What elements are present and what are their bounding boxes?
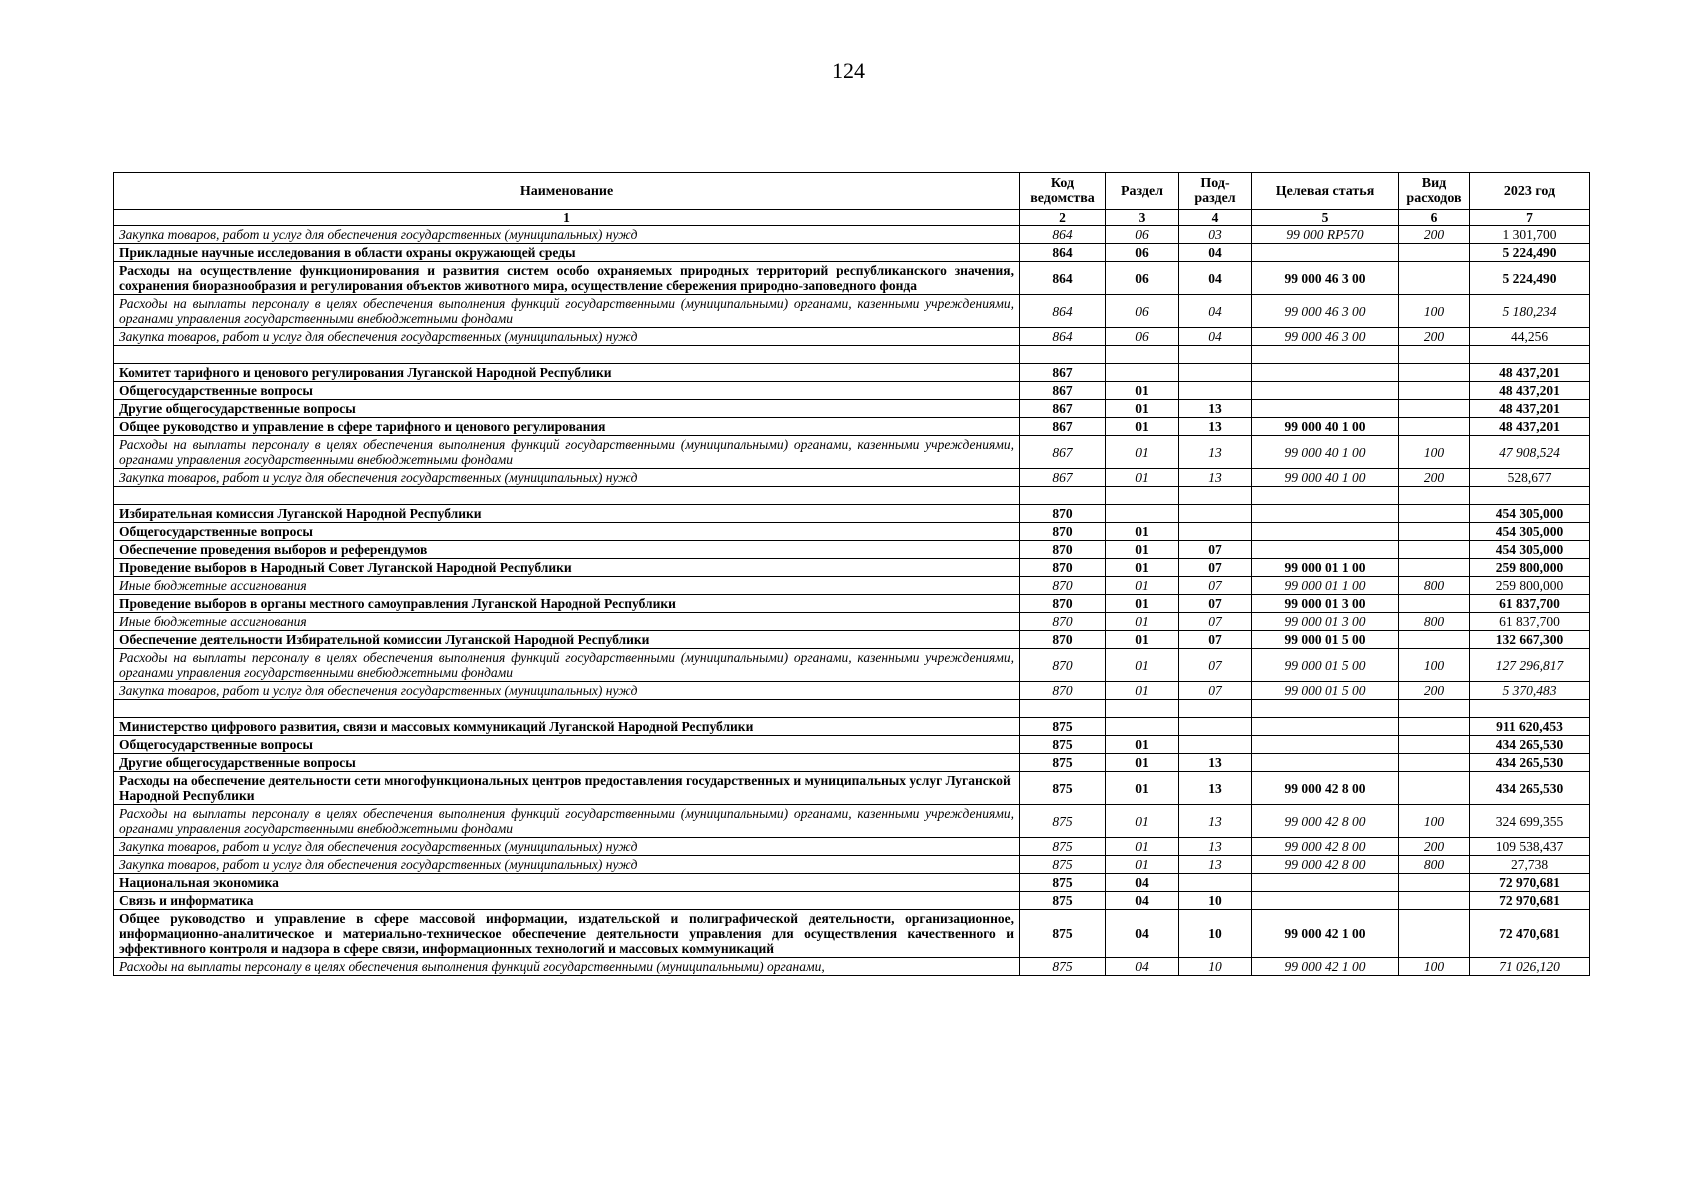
row-amount: 528,677: [1470, 469, 1590, 487]
row-razdel: 01: [1106, 436, 1179, 469]
row-name: [114, 487, 1020, 505]
row-vid: 200: [1399, 328, 1470, 346]
row-code: 870: [1020, 682, 1106, 700]
row-amount: 47 908,524: [1470, 436, 1590, 469]
row-podrazdel: 07: [1179, 631, 1252, 649]
row-vid: [1399, 874, 1470, 892]
row-razdel: 01: [1106, 595, 1179, 613]
row-code: 875: [1020, 718, 1106, 736]
row-vid: [1399, 754, 1470, 772]
table-row: [114, 262, 1590, 295]
row-amount: 434 265,530: [1470, 754, 1590, 772]
table-row: [114, 382, 1590, 400]
row-name: Иные бюджетные ассигнования: [114, 613, 1020, 631]
row-article: 99 000 40 1 00: [1252, 436, 1399, 469]
row-name: [114, 700, 1020, 718]
table-row: [114, 469, 1590, 487]
row-podrazdel: [1179, 382, 1252, 400]
row-name: Обеспечение деятельности Избирательной комиссии Луганской Народной Республики: [114, 631, 1020, 649]
row-vid: 800: [1399, 613, 1470, 631]
row-article: 99 000 RP570: [1252, 226, 1399, 244]
table-row: [114, 649, 1590, 682]
row-name: Закупка товаров, работ и услуг для обеспечения государственных (муниципальных) нужд: [114, 682, 1020, 700]
row-podrazdel: 13: [1179, 772, 1252, 805]
budget-table: [113, 172, 1590, 976]
row-podrazdel: 07: [1179, 577, 1252, 595]
row-amount: 61 837,700: [1470, 613, 1590, 631]
row-code: [1020, 487, 1106, 505]
row-vid: 200: [1399, 469, 1470, 487]
row-amount: 454 305,000: [1470, 505, 1590, 523]
row-vid: [1399, 772, 1470, 805]
row-name: Общегосударственные вопросы: [114, 382, 1020, 400]
row-code: 864: [1020, 262, 1106, 295]
col-number: 1: [114, 210, 1020, 226]
row-razdel: 01: [1106, 382, 1179, 400]
row-vid: 200: [1399, 682, 1470, 700]
row-code: 875: [1020, 874, 1106, 892]
row-article: 99 000 46 3 00: [1252, 295, 1399, 328]
row-vid: 200: [1399, 226, 1470, 244]
row-podrazdel: 13: [1179, 805, 1252, 838]
col-header-vid: Вид расходов: [1399, 173, 1470, 210]
row-article: [1252, 718, 1399, 736]
row-razdel: 01: [1106, 856, 1179, 874]
row-podrazdel: [1179, 364, 1252, 382]
row-podrazdel: 13: [1179, 418, 1252, 436]
row-name: Расходы на выплаты персоналу в целях обеспечения выполнения функций государственными (муниципальными) органами, казенными учреждениями, органами управления государственными внебюджетными фондами: [114, 295, 1020, 328]
row-code: 875: [1020, 910, 1106, 958]
row-vid: [1399, 595, 1470, 613]
table-row: [114, 736, 1590, 754]
row-podrazdel: 10: [1179, 892, 1252, 910]
col-header-year: 2023 год: [1470, 173, 1590, 210]
row-name: Закупка товаров, работ и услуг для обеспечения государственных (муниципальных) нужд: [114, 856, 1020, 874]
row-podrazdel: 04: [1179, 244, 1252, 262]
row-podrazdel: [1179, 736, 1252, 754]
row-razdel: 06: [1106, 226, 1179, 244]
row-vid: 100: [1399, 958, 1470, 976]
table-row: [114, 244, 1590, 262]
row-name: Национальная экономика: [114, 874, 1020, 892]
row-podrazdel: [1179, 346, 1252, 364]
row-razdel: 01: [1106, 577, 1179, 595]
row-name: [114, 346, 1020, 364]
row-article: 99 000 46 3 00: [1252, 328, 1399, 346]
row-name: Расходы на выплаты персоналу в целях обеспечения выполнения функций государственными (муниципальными) органами, казенными учреждениями, органами управления государственными внебюджетными фондами: [114, 436, 1020, 469]
row-razdel: 04: [1106, 958, 1179, 976]
row-podrazdel: 13: [1179, 400, 1252, 418]
row-razdel: 04: [1106, 910, 1179, 958]
row-name: Закупка товаров, работ и услуг для обеспечения государственных (муниципальных) нужд: [114, 469, 1020, 487]
row-vid: [1399, 736, 1470, 754]
page-number: 124: [832, 58, 865, 83]
row-razdel: 01: [1106, 682, 1179, 700]
row-podrazdel: 07: [1179, 559, 1252, 577]
row-vid: [1399, 700, 1470, 718]
row-podrazdel: [1179, 523, 1252, 541]
row-amount: 27,738: [1470, 856, 1590, 874]
row-code: 870: [1020, 577, 1106, 595]
row-name: Проведение выборов в Народный Совет Луганской Народной Республики: [114, 559, 1020, 577]
row-amount: 911 620,453: [1470, 718, 1590, 736]
table-row: [114, 856, 1590, 874]
row-vid: [1399, 892, 1470, 910]
row-article: 99 000 01 5 00: [1252, 649, 1399, 682]
row-podrazdel: 07: [1179, 682, 1252, 700]
row-name: Связь и информатика: [114, 892, 1020, 910]
row-article: 99 000 42 8 00: [1252, 838, 1399, 856]
table-row: [114, 226, 1590, 244]
row-razdel: 01: [1106, 805, 1179, 838]
row-vid: 100: [1399, 649, 1470, 682]
row-article: 99 000 01 3 00: [1252, 613, 1399, 631]
row-amount: [1470, 346, 1590, 364]
row-razdel: 06: [1106, 244, 1179, 262]
row-name: Закупка товаров, работ и услуг для обеспечения государственных (муниципальных) нужд: [114, 328, 1020, 346]
row-podrazdel: 13: [1179, 436, 1252, 469]
row-podrazdel: 07: [1179, 595, 1252, 613]
row-name: Расходы на осуществление функционирования и развития систем особо охраняемых природных территорий республиканского значения, сохранения биоразнообразия и регулирования объектов животного мира, осуществление сбережения природно-заповедного фонда: [114, 262, 1020, 295]
row-razdel: 01: [1106, 523, 1179, 541]
row-name: Общегосударственные вопросы: [114, 736, 1020, 754]
row-amount: 48 437,201: [1470, 364, 1590, 382]
row-code: 864: [1020, 244, 1106, 262]
row-vid: 200: [1399, 838, 1470, 856]
table-row: [114, 682, 1590, 700]
row-article: 99 000 01 3 00: [1252, 595, 1399, 613]
row-podrazdel: 04: [1179, 328, 1252, 346]
row-razdel: [1106, 487, 1179, 505]
row-name: Общее руководство и управление в сфере массовой информации, издательской и полиграфической деятельности, организационное, информационно-аналитическое и материально-техническое обеспечение деятельности управления для осуществления качественного и эффективного контроля и надзора в сфере связи, информационных технологий и массовых коммуникаций: [114, 910, 1020, 958]
row-podrazdel: 13: [1179, 754, 1252, 772]
row-code: 875: [1020, 892, 1106, 910]
row-amount: 454 305,000: [1470, 523, 1590, 541]
table-row: [114, 874, 1590, 892]
row-podrazdel: 13: [1179, 838, 1252, 856]
row-code: 875: [1020, 754, 1106, 772]
row-code: 875: [1020, 958, 1106, 976]
row-razdel: 04: [1106, 892, 1179, 910]
row-amount: 324 699,355: [1470, 805, 1590, 838]
row-name: Общегосударственные вопросы: [114, 523, 1020, 541]
row-code: 875: [1020, 805, 1106, 838]
row-name: Общее руководство и управление в сфере тарифного и ценового регулирования: [114, 418, 1020, 436]
row-code: 875: [1020, 838, 1106, 856]
row-vid: [1399, 523, 1470, 541]
row-amount: 48 437,201: [1470, 400, 1590, 418]
blank-row: [114, 346, 1590, 364]
row-article: 99 000 01 5 00: [1252, 682, 1399, 700]
row-podrazdel: 10: [1179, 910, 1252, 958]
row-code: 870: [1020, 631, 1106, 649]
row-code: 870: [1020, 523, 1106, 541]
row-amount: 5 224,490: [1470, 262, 1590, 295]
row-article: [1252, 244, 1399, 262]
row-vid: [1399, 364, 1470, 382]
row-name: Проведение выборов в органы местного самоуправления Луганской Народной Республики: [114, 595, 1020, 613]
row-vid: [1399, 487, 1470, 505]
row-article: 99 000 42 1 00: [1252, 910, 1399, 958]
row-vid: [1399, 505, 1470, 523]
row-amount: 48 437,201: [1470, 418, 1590, 436]
row-podrazdel: [1179, 505, 1252, 523]
blank-row: [114, 487, 1590, 505]
row-podrazdel: 04: [1179, 262, 1252, 295]
table-row: [114, 718, 1590, 736]
col-number: 3: [1106, 210, 1179, 226]
row-code: 870: [1020, 505, 1106, 523]
col-number: 6: [1399, 210, 1470, 226]
row-code: 870: [1020, 559, 1106, 577]
row-article: [1252, 523, 1399, 541]
table-row: [114, 295, 1590, 328]
row-name: Закупка товаров, работ и услуг для обеспечения государственных (муниципальных) нужд: [114, 226, 1020, 244]
row-code: 867: [1020, 418, 1106, 436]
row-vid: 100: [1399, 295, 1470, 328]
header-row: [114, 173, 1590, 210]
row-razdel: 01: [1106, 754, 1179, 772]
row-razdel: 06: [1106, 295, 1179, 328]
row-code: 870: [1020, 613, 1106, 631]
row-podrazdel: [1179, 718, 1252, 736]
table-row: [114, 436, 1590, 469]
row-vid: 100: [1399, 436, 1470, 469]
row-razdel: 04: [1106, 874, 1179, 892]
row-name: Комитет тарифного и ценового регулирования Луганской Народной Республики: [114, 364, 1020, 382]
row-article: [1252, 346, 1399, 364]
row-razdel: 01: [1106, 469, 1179, 487]
row-podrazdel: 13: [1179, 856, 1252, 874]
row-article: [1252, 874, 1399, 892]
col-number: 5: [1252, 210, 1399, 226]
row-article: 99 000 40 1 00: [1252, 418, 1399, 436]
table-body: [114, 226, 1590, 976]
row-amount: 259 800,000: [1470, 559, 1590, 577]
table-row: [114, 505, 1590, 523]
row-amount: 1 301,700: [1470, 226, 1590, 244]
row-podrazdel: 13: [1179, 469, 1252, 487]
row-razdel: [1106, 364, 1179, 382]
row-code: 864: [1020, 226, 1106, 244]
row-article: [1252, 382, 1399, 400]
table-row: [114, 805, 1590, 838]
row-name: Иные бюджетные ассигнования: [114, 577, 1020, 595]
row-amount: 44,256: [1470, 328, 1590, 346]
row-code: 870: [1020, 649, 1106, 682]
table-row: [114, 595, 1590, 613]
row-code: 864: [1020, 328, 1106, 346]
row-article: [1252, 487, 1399, 505]
row-code: 867: [1020, 469, 1106, 487]
row-article: [1252, 736, 1399, 754]
row-article: 99 000 01 1 00: [1252, 559, 1399, 577]
row-vid: [1399, 262, 1470, 295]
row-podrazdel: 03: [1179, 226, 1252, 244]
col-header-name: Наименование: [114, 173, 1020, 210]
row-amount: 72 970,681: [1470, 892, 1590, 910]
row-amount: 48 437,201: [1470, 382, 1590, 400]
row-name: Министерство цифрового развития, связи и массовых коммуникаций Луганской Народной Республики: [114, 718, 1020, 736]
row-vid: [1399, 541, 1470, 559]
row-article: [1252, 700, 1399, 718]
row-razdel: 01: [1106, 559, 1179, 577]
blank-row: [114, 700, 1590, 718]
row-razdel: 01: [1106, 541, 1179, 559]
row-razdel: 01: [1106, 418, 1179, 436]
row-article: [1252, 400, 1399, 418]
table-row: [114, 772, 1590, 805]
row-article: [1252, 505, 1399, 523]
row-amount: 5 370,483: [1470, 682, 1590, 700]
row-article: [1252, 754, 1399, 772]
row-article: 99 000 01 1 00: [1252, 577, 1399, 595]
row-amount: 5 180,234: [1470, 295, 1590, 328]
row-vid: 800: [1399, 856, 1470, 874]
row-amount: 259 800,000: [1470, 577, 1590, 595]
row-amount: 5 224,490: [1470, 244, 1590, 262]
row-article: [1252, 892, 1399, 910]
row-vid: 100: [1399, 805, 1470, 838]
table-row: [114, 523, 1590, 541]
table-row: [114, 754, 1590, 772]
row-vid: [1399, 559, 1470, 577]
row-vid: [1399, 244, 1470, 262]
row-code: 870: [1020, 541, 1106, 559]
row-podrazdel: 10: [1179, 958, 1252, 976]
row-amount: 454 305,000: [1470, 541, 1590, 559]
row-code: 875: [1020, 856, 1106, 874]
row-amount: 132 667,300: [1470, 631, 1590, 649]
row-razdel: 01: [1106, 649, 1179, 682]
row-article: 99 000 40 1 00: [1252, 469, 1399, 487]
row-code: 867: [1020, 400, 1106, 418]
table-row: [114, 364, 1590, 382]
row-amount: 72 970,681: [1470, 874, 1590, 892]
row-razdel: 01: [1106, 400, 1179, 418]
row-amount: 72 470,681: [1470, 910, 1590, 958]
row-razdel: [1106, 700, 1179, 718]
row-vid: [1399, 418, 1470, 436]
table-row: [114, 328, 1590, 346]
row-razdel: 01: [1106, 613, 1179, 631]
table-row: [114, 541, 1590, 559]
row-razdel: [1106, 346, 1179, 364]
row-vid: [1399, 346, 1470, 364]
row-razdel: [1106, 505, 1179, 523]
row-code: 867: [1020, 382, 1106, 400]
col-header-razdel: Раздел: [1106, 173, 1179, 210]
row-amount: 434 265,530: [1470, 772, 1590, 805]
row-name: Расходы на выплаты персоналу в целях обеспечения выполнения функций государственными (муниципальными) органами, казенными учреждениями, органами управления государственными внебюджетными фондами: [114, 649, 1020, 682]
col-number: 2: [1020, 210, 1106, 226]
row-code: 864: [1020, 295, 1106, 328]
row-name: Обеспечение проведения выборов и референдумов: [114, 541, 1020, 559]
row-podrazdel: 07: [1179, 613, 1252, 631]
row-amount: [1470, 487, 1590, 505]
table-row: [114, 892, 1590, 910]
row-amount: 434 265,530: [1470, 736, 1590, 754]
table-row: [114, 418, 1590, 436]
row-razdel: 06: [1106, 262, 1179, 295]
row-vid: [1399, 400, 1470, 418]
row-name: Закупка товаров, работ и услуг для обеспечения государственных (муниципальных) нужд: [114, 838, 1020, 856]
row-podrazdel: [1179, 700, 1252, 718]
row-amount: 109 538,437: [1470, 838, 1590, 856]
row-name: Расходы на обеспечение деятельности сети многофункциональных центров предоставления государственных и муниципальных услуг Луганской Народной Республики: [114, 772, 1020, 805]
row-vid: [1399, 631, 1470, 649]
row-article: 99 000 42 8 00: [1252, 856, 1399, 874]
row-podrazdel: [1179, 487, 1252, 505]
row-code: 875: [1020, 736, 1106, 754]
row-name: Расходы на выплаты персоналу в целях обеспечения выполнения функций государственными (муниципальными) органами, казенными учреждениями, органами управления государственными внебюджетными фондами: [114, 805, 1020, 838]
row-code: [1020, 346, 1106, 364]
row-razdel: 06: [1106, 328, 1179, 346]
row-amount: 61 837,700: [1470, 595, 1590, 613]
row-code: 867: [1020, 436, 1106, 469]
row-vid: [1399, 718, 1470, 736]
row-vid: 800: [1399, 577, 1470, 595]
col-header-code: Код ведомства: [1020, 173, 1106, 210]
row-code: [1020, 700, 1106, 718]
table-row: [114, 613, 1590, 631]
row-name: Расходы на выплаты персоналу в целях обеспечения выполнения функций государственными (муниципальными) органами,: [114, 958, 1020, 976]
row-code: 867: [1020, 364, 1106, 382]
row-article: [1252, 541, 1399, 559]
col-number: 7: [1470, 210, 1590, 226]
table-row: [114, 838, 1590, 856]
row-name: Избирательная комиссия Луганской Народной Республики: [114, 505, 1020, 523]
row-razdel: 01: [1106, 838, 1179, 856]
row-article: [1252, 364, 1399, 382]
row-podrazdel: 07: [1179, 541, 1252, 559]
column-number-row: [114, 210, 1590, 226]
row-vid: [1399, 910, 1470, 958]
row-article: 99 000 01 5 00: [1252, 631, 1399, 649]
row-amount: [1470, 700, 1590, 718]
row-razdel: 01: [1106, 736, 1179, 754]
row-amount: 127 296,817: [1470, 649, 1590, 682]
col-header-podrazdel: Под-раздел: [1179, 173, 1252, 210]
row-amount: 71 026,120: [1470, 958, 1590, 976]
table-row: [114, 958, 1590, 976]
row-article: 99 000 42 1 00: [1252, 958, 1399, 976]
table-row: [114, 631, 1590, 649]
row-razdel: 01: [1106, 772, 1179, 805]
row-article: 99 000 42 8 00: [1252, 772, 1399, 805]
row-name: Другие общегосударственные вопросы: [114, 400, 1020, 418]
table-row: [114, 400, 1590, 418]
row-podrazdel: 07: [1179, 649, 1252, 682]
row-name: Другие общегосударственные вопросы: [114, 754, 1020, 772]
row-podrazdel: [1179, 874, 1252, 892]
row-razdel: [1106, 718, 1179, 736]
row-vid: [1399, 382, 1470, 400]
table-row: [114, 577, 1590, 595]
row-name: Прикладные научные исследования в области охраны окружающей среды: [114, 244, 1020, 262]
col-header-article: Целевая статья: [1252, 173, 1399, 210]
row-code: 875: [1020, 772, 1106, 805]
table-row: [114, 910, 1590, 958]
row-article: 99 000 46 3 00: [1252, 262, 1399, 295]
row-article: 99 000 42 8 00: [1252, 805, 1399, 838]
row-razdel: 01: [1106, 631, 1179, 649]
row-code: 870: [1020, 595, 1106, 613]
table-row: [114, 559, 1590, 577]
col-number: 4: [1179, 210, 1252, 226]
row-podrazdel: 04: [1179, 295, 1252, 328]
